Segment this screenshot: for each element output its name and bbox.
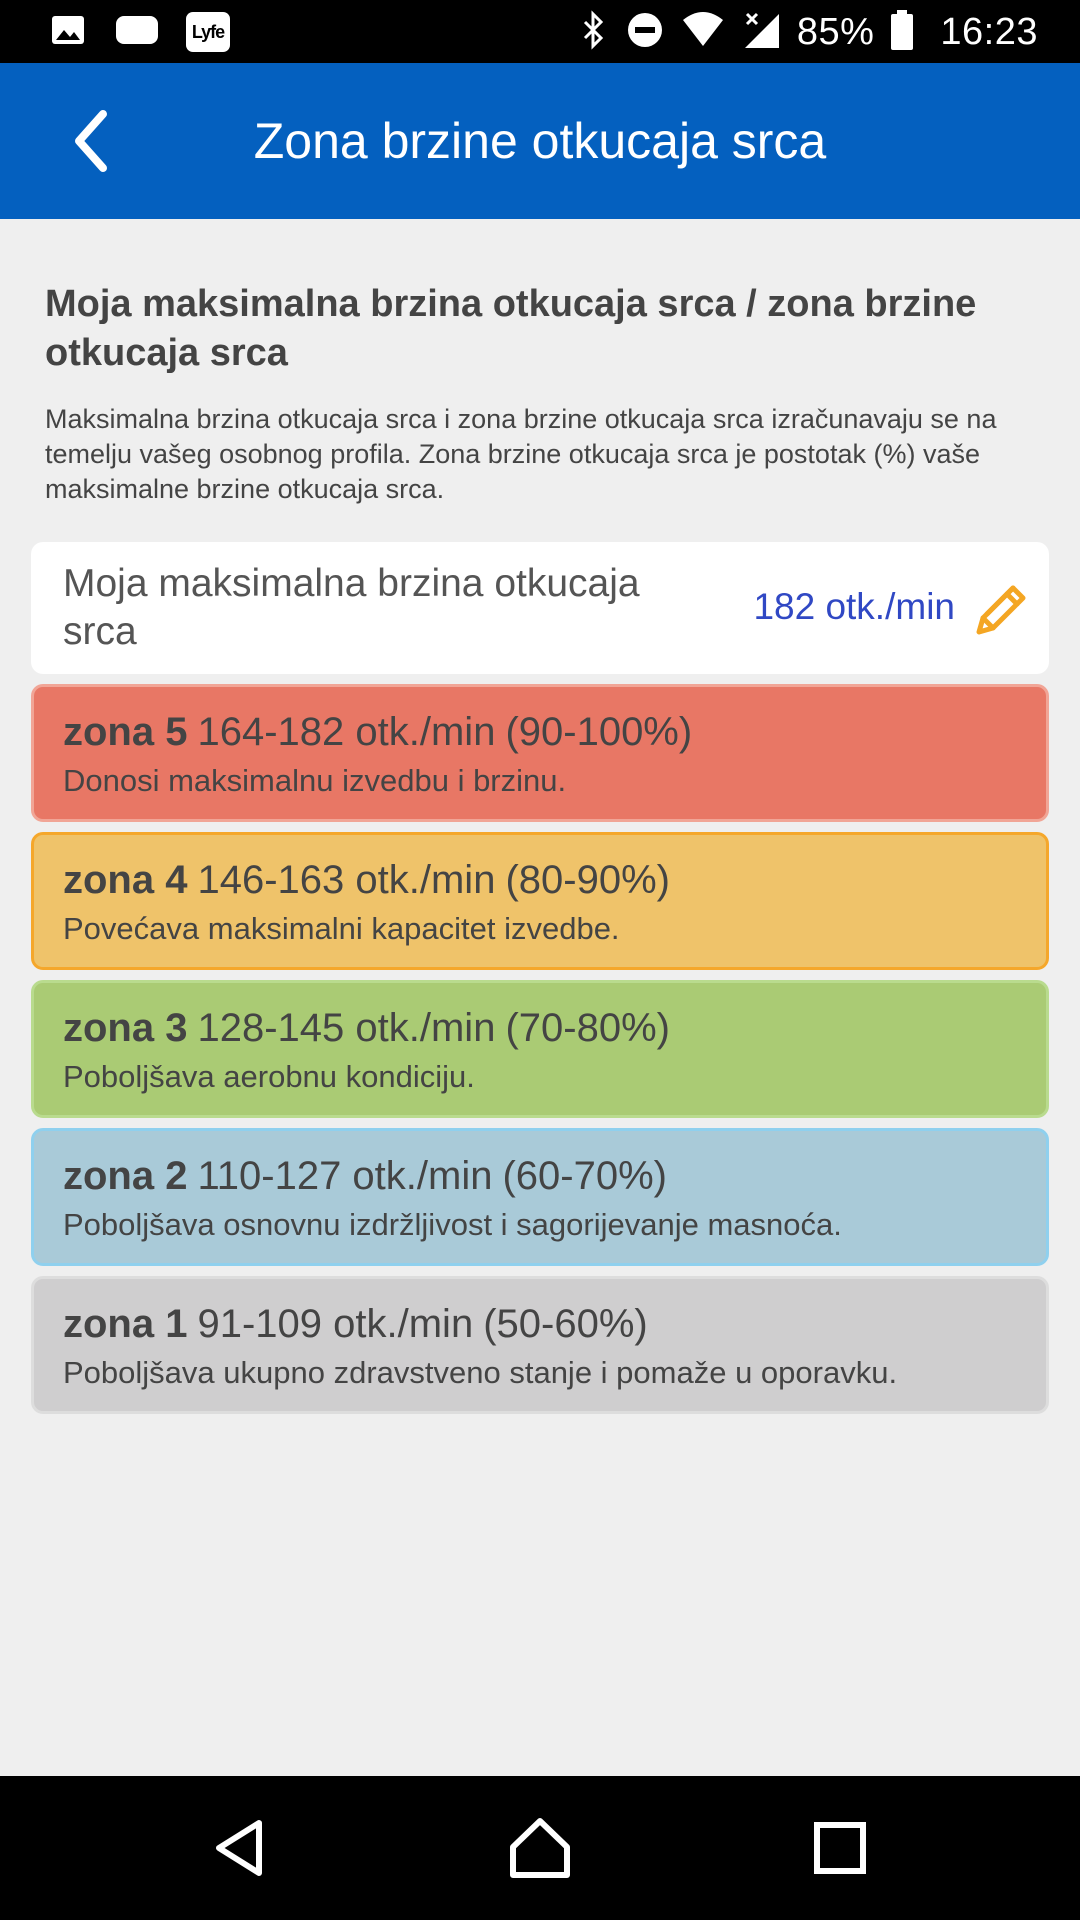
pencil-icon	[969, 574, 1033, 638]
battery-percent: 85%	[796, 10, 875, 53]
zone-name: zona 4	[63, 858, 188, 902]
cellular-signal-icon	[741, 10, 781, 55]
lyfe-icon: Lyfe	[186, 12, 230, 52]
zone-card-4	[31, 832, 1049, 970]
nav-recent-apps-button[interactable]	[800, 1808, 880, 1888]
nav-back-button[interactable]	[200, 1808, 280, 1888]
max-heart-rate-label: Moja maksimalna brzina otkucaja srca	[63, 562, 640, 653]
zone-percent: (60-70%)	[502, 1154, 667, 1198]
zone-name: zona 3	[63, 1006, 188, 1050]
image-icon	[48, 10, 88, 55]
do-not-disturb-icon	[625, 10, 665, 55]
nav-home-button[interactable]	[500, 1808, 580, 1888]
heart-rate-zones-list	[31, 684, 1049, 1424]
battery-icon	[890, 9, 914, 56]
message-icon	[114, 10, 160, 55]
system-icons	[579, 8, 1038, 56]
zone-range: 164-182 otk./min	[197, 710, 496, 754]
bluetooth-icon	[579, 10, 609, 55]
zone-name: zona 5	[63, 710, 188, 754]
chevron-left-icon	[65, 106, 115, 176]
home-icon	[505, 1813, 575, 1883]
max-heart-rate-card[interactable]	[31, 542, 1049, 674]
zone-percent: (90-100%)	[505, 710, 693, 754]
section-heading: Moja maksimalna brzina otkucaja srca / zona brzine otkucaja srca	[45, 283, 977, 374]
edit-max-heart-rate-button[interactable]	[965, 570, 1037, 642]
page-title: Zona brzine otkucaja srca	[253, 113, 827, 169]
zone-description: Poboljšava osnovnu izdržljivost i sagorijevanje masnoća.	[63, 1207, 842, 1242]
back-button[interactable]	[50, 101, 130, 181]
navigation-bar	[0, 1776, 1080, 1920]
zone-range: 91-109 otk./min	[197, 1302, 474, 1346]
triangle-back-icon	[205, 1813, 275, 1883]
zone-description: Poboljšava aerobnu kondiciju.	[63, 1059, 475, 1094]
zone-card-2	[31, 1128, 1049, 1266]
zone-percent: (80-90%)	[505, 858, 670, 902]
wifi-icon	[681, 10, 725, 55]
intro-section	[45, 280, 1045, 507]
section-description: Maksimalna brzina otkucaja srca i zona brzine otkucaja srca izračunavaju se na temelju vašeg osobnog profila. Zona brzine otkucaja srca je postotak (%) vaše maksimalne brzine otkucaja srca.	[45, 404, 997, 504]
zone-name: zona 2	[63, 1154, 188, 1198]
square-recents-icon	[805, 1813, 875, 1883]
zone-range: 110-127 otk./min	[197, 1154, 493, 1198]
app-bar	[0, 63, 1080, 219]
zone-description: Poboljšava ukupno zdravstveno stanje i pomaže u oporavku.	[63, 1355, 898, 1390]
max-heart-rate-value: 182 otk./min	[753, 586, 955, 627]
zone-percent: (70-80%)	[505, 1006, 670, 1050]
zone-name: zona 1	[63, 1302, 188, 1346]
zone-card-5	[31, 684, 1049, 822]
zone-card-3	[31, 980, 1049, 1118]
zone-percent: (50-60%)	[483, 1302, 648, 1346]
zone-description: Povećava maksimalni kapacitet izvedbe.	[63, 911, 620, 946]
zone-range: 128-145 otk./min	[197, 1006, 496, 1050]
zone-card-1	[31, 1276, 1049, 1414]
notification-icons	[48, 12, 230, 52]
zone-range: 146-163 otk./min	[197, 858, 496, 902]
status-bar	[0, 0, 1080, 63]
zone-description: Donosi maksimalnu izvedbu i brzinu.	[63, 763, 567, 798]
clock: 16:23	[940, 10, 1038, 53]
